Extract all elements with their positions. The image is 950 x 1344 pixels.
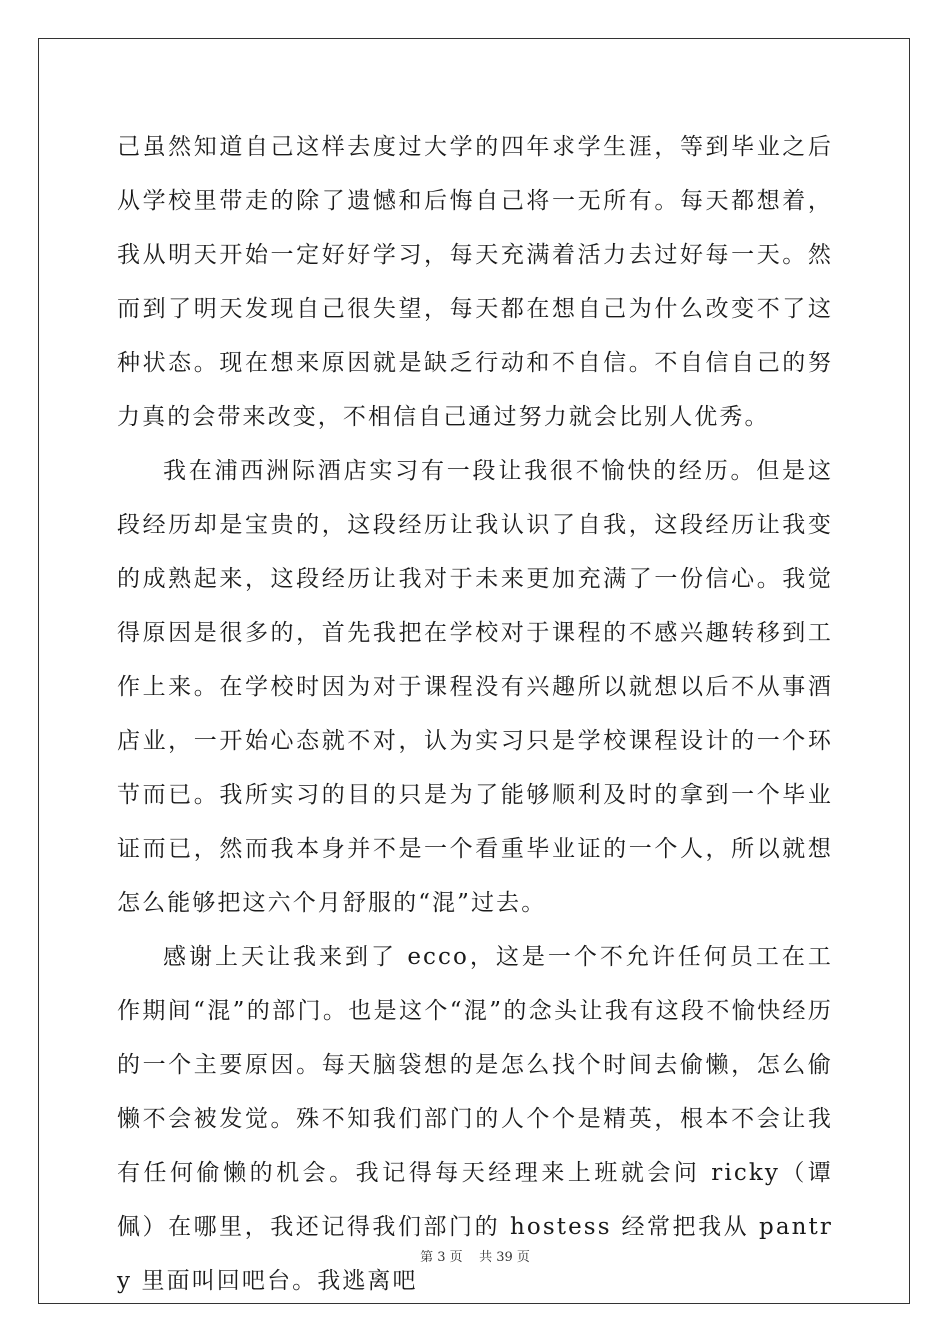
page-number-label: 第 3 页 共 39 页 bbox=[420, 1250, 530, 1265]
document-body bbox=[117, 120, 833, 1308]
paragraph-2: 我在浦西洲际酒店实习有一段让我很不愉快的经历。但是这段经历却是宝贵的，这段经历让我认识了自我，这段经历让我变的成熟起来，这段经历让我对于未来更加充满了一份信心。我觉得原因是很多的，首先我把在学校对于课程的不感兴趣转移到工作上来。在学校时因为对于课程没有兴趣所以就想以后不从事酒店业，一开始心态就不对，认为实习只是学校课程设计的一个环节而已。我所实习的目的只是为了能够顺利及时的拿到一个毕业证而已，然而我本身并不是一个看重毕业证的一个人，所以就想怎么能够把这六个月舒服的“混”过去。 bbox=[117, 458, 833, 916]
paragraph-3: 感谢上天让我来到了 ecco，这是一个不允许任何员工在工作期间“混”的部门。也是这个“混”的念头让我有这段不愉快经历的一个主要原因。每天脑袋想的是怎么找个时间去偷懒，怎么偷懒不会被发觉。殊不知我们部门的人个个是精英，根本不会让我有任何偷懒的机会。我记得每天经理来上班就会问 ricky（谭佩）在哪里，我还记得我们部门的 hostess 经常把我从 pantry 里面叫回吧台。我逃离吧 bbox=[117, 944, 833, 1294]
page-footer bbox=[0, 1246, 950, 1265]
paragraph-1: 己虽然知道自己这样去度过大学的四年求学生涯，等到毕业之后从学校里带走的除了遗憾和后悔自己将一无所有。每天都想着，我从明天开始一定好好学习，每天充满着活力去过好每一天。然而到了明天发现自己很失望，每天都在想自己为什么改变不了这种状态。现在想来原因就是缺乏行动和不自信。不自信自己的努力真的会带来改变，不相信自己通过努力就会比别人优秀。 bbox=[117, 134, 833, 430]
